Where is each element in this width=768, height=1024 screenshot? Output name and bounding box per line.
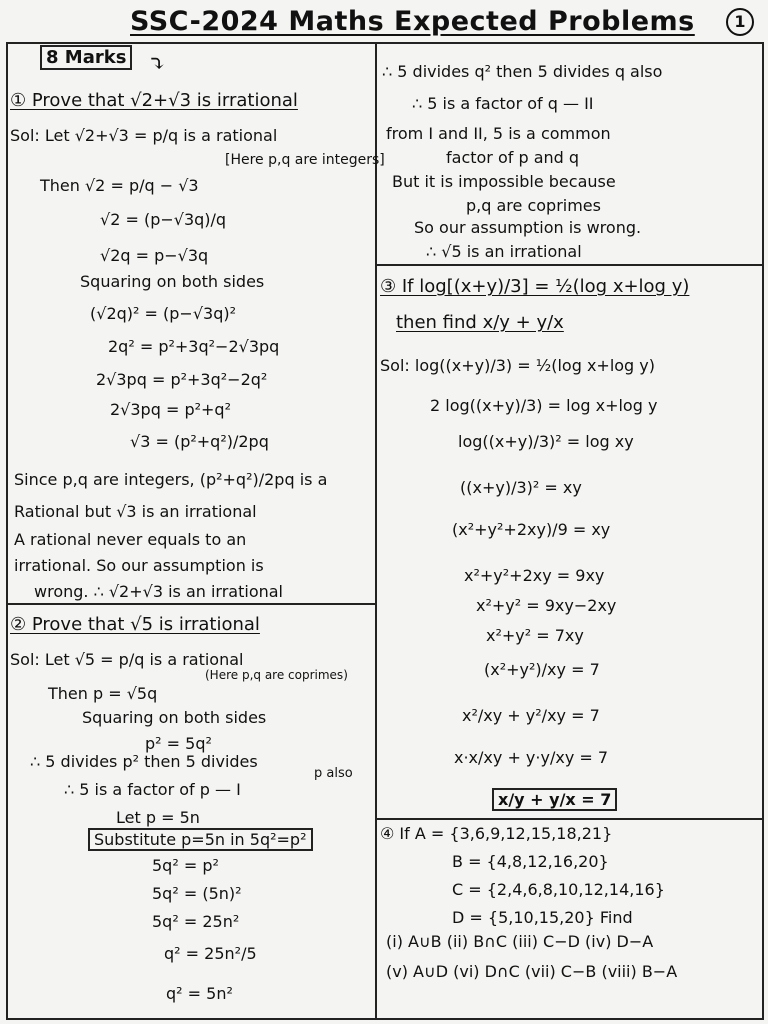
header bbox=[0, 0, 768, 46]
q1-heading: ① Prove that √2+√3 is irrational bbox=[10, 90, 298, 111]
down-arrow-icon: ⤵ bbox=[148, 52, 167, 77]
q2-line: 5q² = 25n² bbox=[152, 912, 240, 931]
q2-heading: ② Prove that √5 is irrational bbox=[10, 614, 260, 635]
q3-line: ((x+y)/3)² = xy bbox=[460, 478, 582, 497]
q2-line: p² = 5q² bbox=[145, 734, 212, 753]
q1-line: Since p,q are integers, (p²+q²)/2pq is a bbox=[14, 470, 328, 489]
page-number: 1 bbox=[726, 8, 754, 36]
q3-line: x²+y²+2xy = 9xy bbox=[464, 566, 605, 585]
right-divider-lower bbox=[376, 818, 762, 820]
q2-line: p also bbox=[314, 766, 353, 781]
center-divider bbox=[375, 42, 377, 1018]
q2-line: Then p = √5q bbox=[48, 684, 158, 703]
q1-line: 2√3pq = p²+q² bbox=[110, 400, 231, 419]
q2-line: (Here p,q are coprimes) bbox=[205, 668, 348, 682]
q3-heading: ③ If log[(x+y)/3] = ½(log x+log y) bbox=[380, 276, 690, 297]
q1-line: Squaring on both sides bbox=[80, 272, 265, 291]
q3-line: x²/xy + y²/xy = 7 bbox=[462, 706, 600, 725]
q1-line: 2q² = p²+3q²−2√3pq bbox=[108, 337, 280, 356]
q2cont-line: ∴ 5 is a factor of q — II bbox=[412, 94, 594, 113]
q2-line: q² = 5n² bbox=[166, 984, 233, 1003]
q2cont-line: factor of p and q bbox=[446, 148, 580, 167]
q3-answer: x/y + y/x = 7 bbox=[492, 788, 617, 811]
q2-line: ∴ 5 divides p² then 5 divides bbox=[30, 752, 258, 771]
right-divider-upper bbox=[376, 264, 762, 266]
q2cont-line: p,q are coprimes bbox=[466, 196, 601, 215]
marks-tag: 8 Marks bbox=[40, 45, 132, 70]
q2-line: Substitute p=5n in 5q²=p² bbox=[88, 828, 313, 851]
q1-line: (√2q)² = (p−√3q)² bbox=[90, 304, 236, 323]
q3-heading-2: then find x/y + y/x bbox=[396, 312, 564, 333]
q4-line: ④ If A = {3,6,9,12,15,18,21} bbox=[380, 824, 613, 843]
q4-line: D = {5,10,15,20} Find bbox=[452, 908, 633, 927]
q2cont-line: But it is impossible because bbox=[392, 172, 616, 191]
q3-line: x²+y² = 7xy bbox=[486, 626, 584, 645]
q1-line: irrational. So our assumption is bbox=[14, 556, 264, 575]
page-title: SSC-2024 Maths Expected Problems bbox=[130, 6, 695, 37]
q1-line: [Here p,q are integers] bbox=[225, 152, 385, 168]
q2-line: q² = 25n²/5 bbox=[164, 944, 257, 963]
q3-line: Sol: log((x+y)/3) = ½(log x+log y) bbox=[380, 356, 656, 375]
q4-line: B = {4,8,12,16,20} bbox=[452, 852, 609, 871]
q2cont-line: ∴ √5 is an irrational bbox=[426, 242, 582, 261]
q1-line: Then √2 = p/q − √3 bbox=[40, 176, 199, 195]
q1-line: √2q = p−√3q bbox=[100, 246, 209, 265]
q2-line: 5q² = (5n)² bbox=[152, 884, 242, 903]
q3-line: 2 log((x+y)/3) = log x+log y bbox=[430, 396, 658, 415]
q4-line: C = {2,4,6,8,10,12,14,16} bbox=[452, 880, 665, 899]
q2cont-line: So our assumption is wrong. bbox=[414, 218, 642, 237]
q2cont-line: from I and II, 5 is a common bbox=[386, 124, 611, 143]
q2cont-line: ∴ 5 divides q² then 5 divides q also bbox=[382, 62, 663, 81]
q2-line: Sol: Let √5 = p/q is a rational bbox=[10, 650, 244, 669]
left-divider bbox=[6, 603, 376, 605]
q1-line: wrong. ∴ √2+√3 is an irrational bbox=[34, 582, 283, 601]
q3-line: x·x/xy + y·y/xy = 7 bbox=[454, 748, 609, 767]
q3-line: (x²+y²)/xy = 7 bbox=[484, 660, 600, 679]
q2-line: 5q² = p² bbox=[152, 856, 219, 875]
q2-line: ∴ 5 is a factor of p — I bbox=[64, 780, 241, 799]
q1-line: √3 = (p²+q²)/2pq bbox=[130, 432, 269, 451]
q2-line: Let p = 5n bbox=[116, 808, 200, 827]
q1-line: 2√3pq = p²+3q²−2q² bbox=[96, 370, 268, 389]
q1-line: √2 = (p−√3q)/q bbox=[100, 210, 227, 229]
q1-line: A rational never equals to an bbox=[14, 530, 247, 549]
q3-line: log((x+y)/3)² = log xy bbox=[458, 432, 634, 451]
q2-line: Squaring on both sides bbox=[82, 708, 267, 727]
q3-line: x²+y² = 9xy−2xy bbox=[476, 596, 617, 615]
q4-line: (v) A∪D (vi) D∩C (vii) C−B (viii) B−A bbox=[386, 962, 678, 981]
q3-line: (x²+y²+2xy)/9 = xy bbox=[452, 520, 611, 539]
q4-line: (i) A∪B (ii) B∩C (iii) C−D (iv) D−A bbox=[386, 932, 654, 951]
q1-line: Rational but √3 is an irrational bbox=[14, 502, 257, 521]
q1-line: Sol: Let √2+√3 = p/q is a rational bbox=[10, 126, 278, 145]
